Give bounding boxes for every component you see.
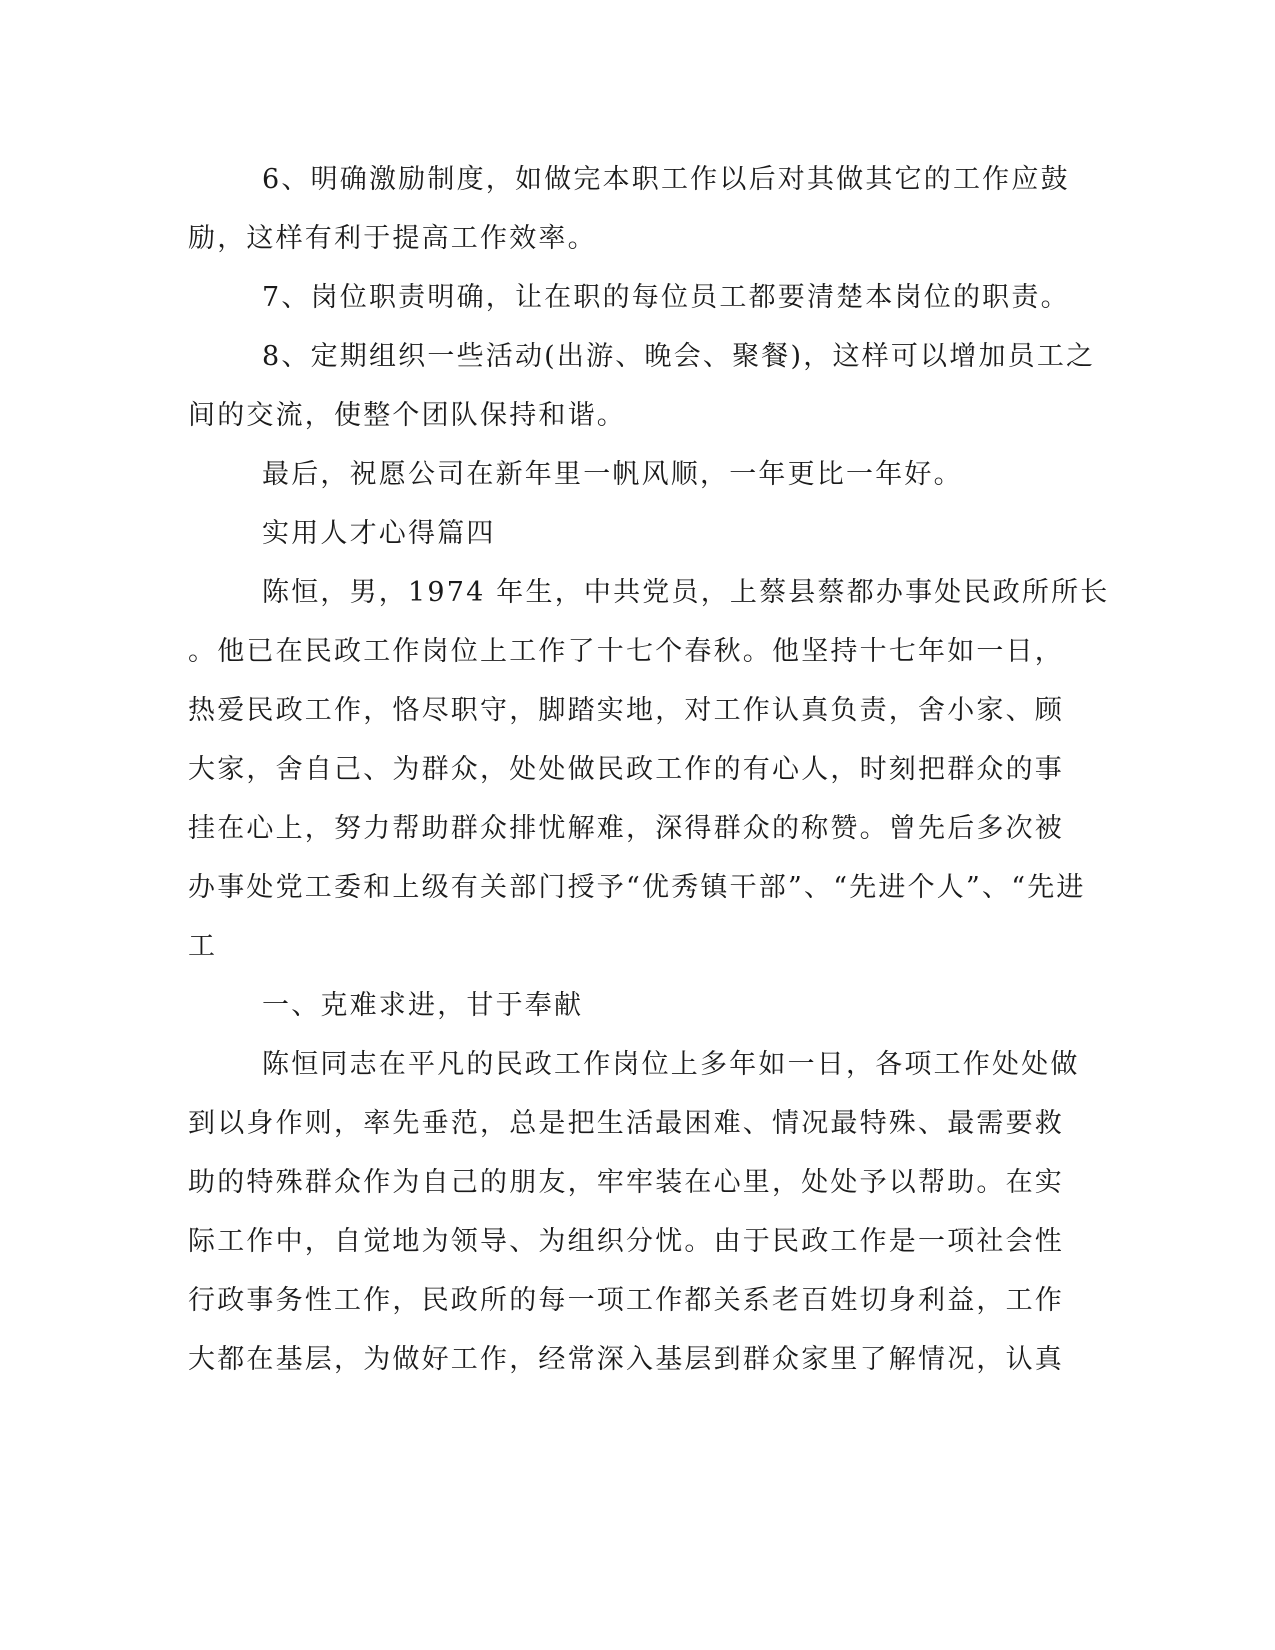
paragraph-line: 热爱民政工作，恪尽职守，脚踏实地，对工作认真负责，舍小家、顾 [188,695,1064,726]
paragraph-line: 工 [188,931,218,962]
paragraph-line: 行政事务性工作，民政所的每一项工作都关系老百姓切身利益，工作 [188,1285,1064,1316]
paragraph-line: 8、定期组织一些活动(出游、晚会、聚餐)，这样可以增加员工之 [262,341,1096,372]
paragraph-line: 最后，祝愿公司在新年里一帆风顺，一年更比一年好。 [262,459,963,490]
paragraph-line: 助的特殊群众作为自己的朋友，牢牢装在心里，处处予以帮助。在实 [188,1167,1064,1198]
paragraph-line: 办事处党工委和上级有关部门授予“优秀镇干部”、“先进个人”、“先进 [188,872,1086,903]
paragraph-line: 到以身作则，率先垂范，总是把生活最困难、情况最特殊、最需要救 [188,1108,1064,1139]
paragraph-line: 际工作中，自觉地为领导、为组织分忧。由于民政工作是一项社会性 [188,1226,1064,1257]
paragraph-line: 间的交流，使整个团队保持和谐。 [188,400,626,431]
paragraph-line: 大都在基层，为做好工作，经常深入基层到群众家里了解情况，认真 [188,1344,1064,1375]
paragraph-line: 陈恒，男，1974 年生，中共党员，上蔡县蔡都办事处民政所所长 [262,577,1110,608]
paragraph-line: 。他已在民政工作岗位上工作了十七个春秋。他坚持十七年如一日， [188,636,1064,667]
paragraph-line: 大家，舍自己、为群众，处处做民政工作的有心人，时刻把群众的事 [188,754,1064,785]
paragraph-line: 7、岗位职责明确，让在职的每位员工都要清楚本岗位的职责。 [262,282,1070,313]
section-heading: 一、克难求进，甘于奉献 [262,990,584,1021]
paragraph-line: 励，这样有利于提高工作效率。 [188,223,597,254]
paragraph-line: 挂在心上，努力帮助群众排忧解难，深得群众的称赞。曾先后多次被 [188,813,1064,844]
paragraph-line: 6、明确激励制度，如做完本职工作以后对其做其它的工作应鼓 [262,164,1070,195]
section-heading: 实用人才心得篇四 [262,518,496,549]
paragraph-line: 陈恒同志在平凡的民政工作岗位上多年如一日，各项工作处处做 [262,1049,1080,1080]
